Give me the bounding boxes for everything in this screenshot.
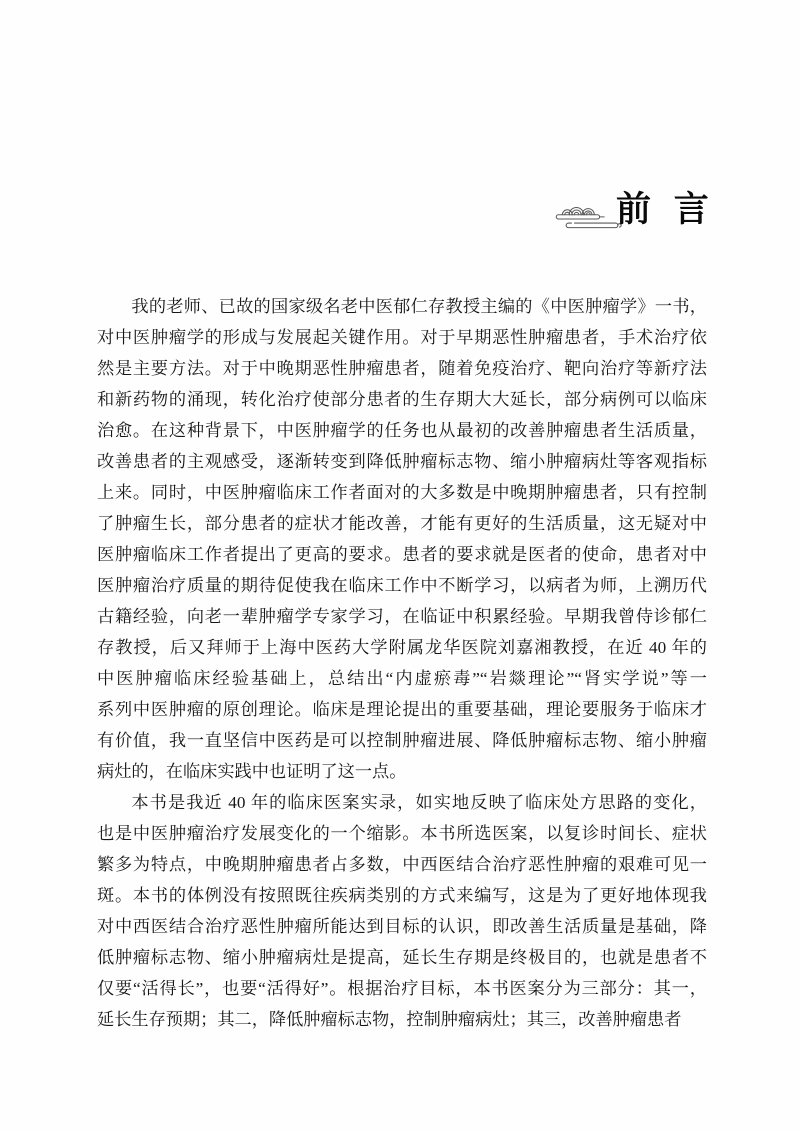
- preface-line: 本书是我近 40 年的临床医案实录，如实地反映了临床处方思路的变化，: [131, 793, 707, 812]
- preface-line: 有价值，我一直坚信中医药是可以控制肿瘤进展、降低肿瘤标志物、缩小肿瘤: [97, 731, 707, 750]
- preface-header: [540, 180, 760, 242]
- preface-line: 系列中医肿瘤的原创理论。临床是理论提出的重要基础，理论要服务于临床才: [97, 700, 707, 719]
- preface-paragraph: [97, 291, 707, 787]
- preface-line: 仅要“活得长”，也要“活得好”。根据治疗目标，本书医案分为三部分：其一，: [97, 979, 707, 998]
- preface-paragraph: [97, 787, 707, 1035]
- preface-line: 医肿瘤治疗质量的期待促使我在临床工作中不断学习，以病者为师，上溯历代: [97, 576, 707, 595]
- page-title: 前 言: [616, 190, 711, 229]
- preface-line: 低肿瘤标志物、缩小肿瘤病灶是提高，延长生存期是终极目的，也就是患者不: [97, 948, 707, 967]
- preface-line: 存教授，后又拜师于上海中医药大学附属龙华医院刘嘉湘教授，在近 40 年的: [97, 638, 707, 657]
- preface-line: 中医肿瘤临床经验基础上，总结出“内虚瘀毒”“岩燚理论”“肾实学说”等一: [97, 669, 707, 688]
- preface-line: 和新药物的涌现，转化治疗使部分患者的生存期大大延长，部分病例可以临床: [97, 390, 707, 409]
- preface-body: [97, 291, 707, 1035]
- preface-line: 我的老师、已故的国家级名老中医郁仁存教授主编的《中医肿瘤学》一书，: [131, 297, 707, 316]
- preface-line: 上来。同时，中医肿瘤临床工作者面对的大多数是中晚期肿瘤患者，只有控制: [97, 483, 707, 502]
- preface-line: 对中医肿瘤学的形成与发展起关键作用。对于早期恶性肿瘤患者，手术治疗依: [97, 328, 707, 347]
- preface-line: 病灶的，在临床实践中也证明了这一点。: [97, 762, 407, 781]
- preface-line: 斑。本书的体例没有按照既往疾病类别的方式来编写，这是为了更好地体现我: [97, 886, 707, 905]
- preface-line: 对中西医结合治疗恶性肿瘤所能达到目标的认识，即改善生活质量是基础，降: [97, 917, 707, 936]
- preface-line: 繁多为特点，中晚期肿瘤患者占多数，中西医结合治疗恶性肿瘤的艰难可见一: [97, 855, 707, 874]
- preface-line: 古籍经验，向老一辈肿瘤学专家学习，在临证中积累经验。早期我曾侍诊郁仁: [97, 607, 707, 626]
- preface-line: 也是中医肿瘤治疗发展变化的一个缩影。本书所选医案，以复诊时间长、症状: [97, 824, 707, 843]
- preface-line: 了肿瘤生长，部分患者的症状才能改善，才能有更好的生活质量，这无疑对中: [97, 514, 707, 533]
- preface-line: 治愈。在这种背景下，中医肿瘤学的任务也从最初的改善肿瘤患者生活质量，: [97, 421, 707, 440]
- preface-line: 延长生存预期；其二，降低肿瘤标志物，控制肿瘤病灶；其三，改善肿瘤患者: [97, 1010, 682, 1029]
- preface-line: 医肿瘤临床工作者提出了更高的要求。患者的要求就是医者的使命，患者对中: [97, 545, 707, 564]
- preface-line: 改善患者的主观感受，逐渐转变到降低肿瘤标志物、缩小肿瘤病灶等客观指标: [97, 452, 707, 471]
- preface-line: 然是主要方法。对于中晚期恶性肿瘤患者，随着免疫治疗、靶向治疗等新疗法: [97, 359, 707, 378]
